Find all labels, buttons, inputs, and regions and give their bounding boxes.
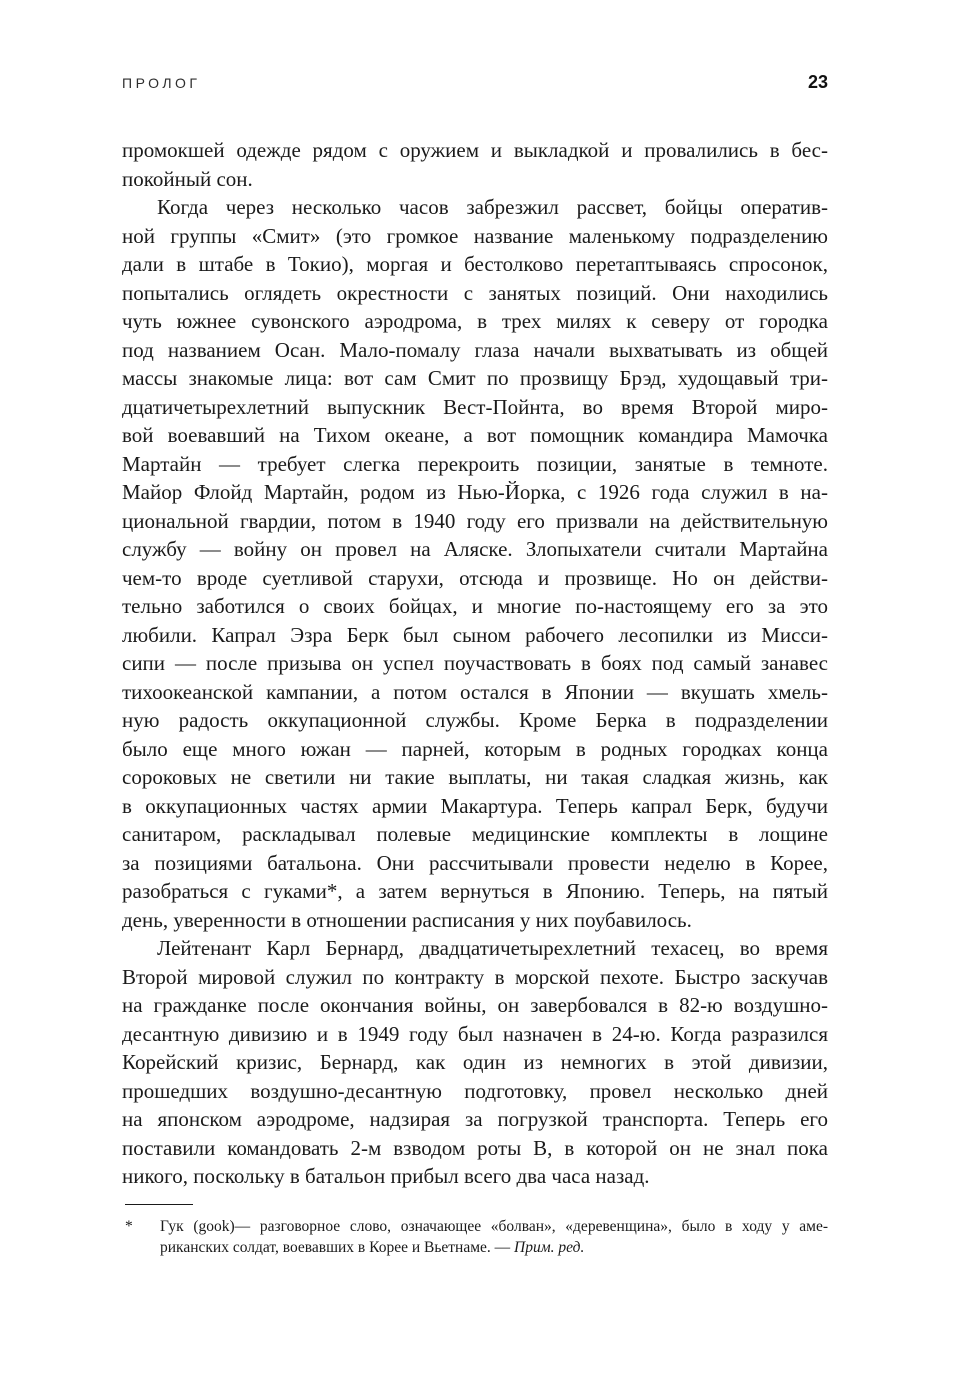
footnote	[122, 1216, 828, 1258]
page-header	[122, 72, 828, 94]
body-line: на японском аэродроме, надзирая за погрузкой транспорта. Теперь его	[122, 1107, 828, 1131]
body-line: тельно заботился о своих бойцах, и многие по-настоящему его за это	[122, 594, 828, 618]
body-line: Лейтенант Карл Бернард, двадцатичетырехлетний техасец, во время	[157, 936, 828, 960]
running-title: ПРОЛОГ	[122, 75, 201, 91]
footnote-line	[160, 1237, 828, 1258]
body-line: под названием Осан. Мало-помалу глаза начали выхватывать из общей	[122, 337, 828, 362]
footnote-lines	[122, 1216, 828, 1258]
body-line: массы знакомые лица: вот сам Смит по прозвищу Брэд, худощавый три-	[122, 366, 828, 390]
body-line: ную радость оккупационной службы. Кроме Берка в подразделении	[122, 708, 828, 732]
body-line: за позициями батальона. Они рассчитывали провести неделю в Корее,	[122, 850, 828, 875]
body-text	[122, 136, 828, 1191]
body-line: на гражданке после окончания войны, он завербовался в 82-ю воздушно-	[122, 993, 828, 1017]
body-line: Корейский кризис, Бернард, как один из немногих в этой дивизии,	[122, 1050, 828, 1074]
body-line: Второй мировой служил по контракту в морской пехоте. Быстро заскучав	[122, 964, 828, 989]
body-line: прошедших воздушно-десантную подготовку, провел несколько дней	[122, 1078, 828, 1103]
footnote-editor-note: Прим. ред.	[514, 1238, 585, 1256]
paragraph	[122, 934, 828, 1191]
paragraph	[122, 193, 828, 934]
body-line: разобраться с гуками*, а затем вернуться в Японию. Теперь, на пятый	[122, 879, 828, 903]
body-line: никого, поскольку в батальон прибыл всего два часа назад.	[122, 1164, 650, 1188]
body-line: ной группы «Смит» (это громкое название маленькому подразделению	[122, 223, 828, 248]
body-line: сипи — после призыва он успел поучаствовать в боях под самый занавес	[122, 651, 828, 675]
body-line: было еще много южан — парней, которым в родных городках конца	[122, 736, 828, 761]
body-line: дали в штабе в Токио), моргая и бестолково перетаптываясь спросонок,	[122, 252, 828, 276]
body-line: чем-то вроде суетливой старухи, отсюда и прозвище. Но он действи-	[122, 565, 828, 590]
footnote-line	[160, 1216, 828, 1237]
body-line: службу — войну он провел на Аляске. Злопыхатели считали Мартайна	[122, 537, 828, 561]
body-line: любили. Капрал Эзра Берк был сыном рабочего лесопилки из Мисси-	[122, 622, 828, 647]
body-line: чуть южнее сувонского аэродрома, в трех милях к северу от городка	[122, 309, 828, 333]
body-line: дцатичетырехлетний выпускник Вест-Пойнта, во время Второй миро-	[122, 394, 828, 419]
body-line: десантную дивизию и в 1949 году был назначен в 24-ю. Когда разразился	[122, 1021, 828, 1046]
page-number: 23	[807, 72, 828, 92]
body-line: промокшей одежде рядом с оружием и выкладкой и провалились в бес-	[122, 138, 828, 162]
footnote-rule	[125, 1204, 193, 1205]
body-line: попытались оглядеть окрестности с занятых позиций. Они находились	[122, 280, 828, 305]
footnote-text: Гук (gook)— разговорное слово, означающее «болван», «деревенщина», было в ходу у аме-	[160, 1217, 828, 1235]
body-line: день, уверенности в отношении расписания у них поубавилось.	[122, 907, 692, 932]
body-line: покойный сон.	[122, 166, 253, 191]
footnote-marker: *	[125, 1217, 133, 1235]
paragraph	[122, 136, 828, 193]
body-line: Когда через несколько часов забрезжил рассвет, бойцы оператив-	[157, 195, 828, 219]
body-line: циональной гвардии, потом в 1940 году его призвали на действительную	[122, 508, 828, 533]
body-line: санитаром, раскладывал полевые медицинские комплекты в лощине	[122, 822, 828, 846]
footnote-text: риканских солдат, воевавших в Корее и Вьетнаме. —	[160, 1238, 515, 1256]
body-line: сороковых не светили ни такие выплаты, ни такая сладкая жизнь, как	[122, 765, 828, 789]
body-line: в оккупационных частях армии Макартура. Теперь капрал Берк, будучи	[122, 793, 828, 818]
body-line: поставили командовать 2-м взводом роты B, в которой он не знал пока	[122, 1135, 828, 1160]
body-line: тихоокеанской кампании, а потом остался в Японии — вкушать хмель-	[122, 679, 828, 704]
body-line: Мартайн — требует слегка перекроить позиции, занятые в темноте.	[122, 451, 828, 476]
body-line: вой воевавший на Тихом океане, а вот помощник командира Мамочка	[122, 423, 828, 447]
body-line: Майор Флойд Мартайн, родом из Нью-Йорка, с 1926 года служил в на-	[122, 480, 828, 504]
